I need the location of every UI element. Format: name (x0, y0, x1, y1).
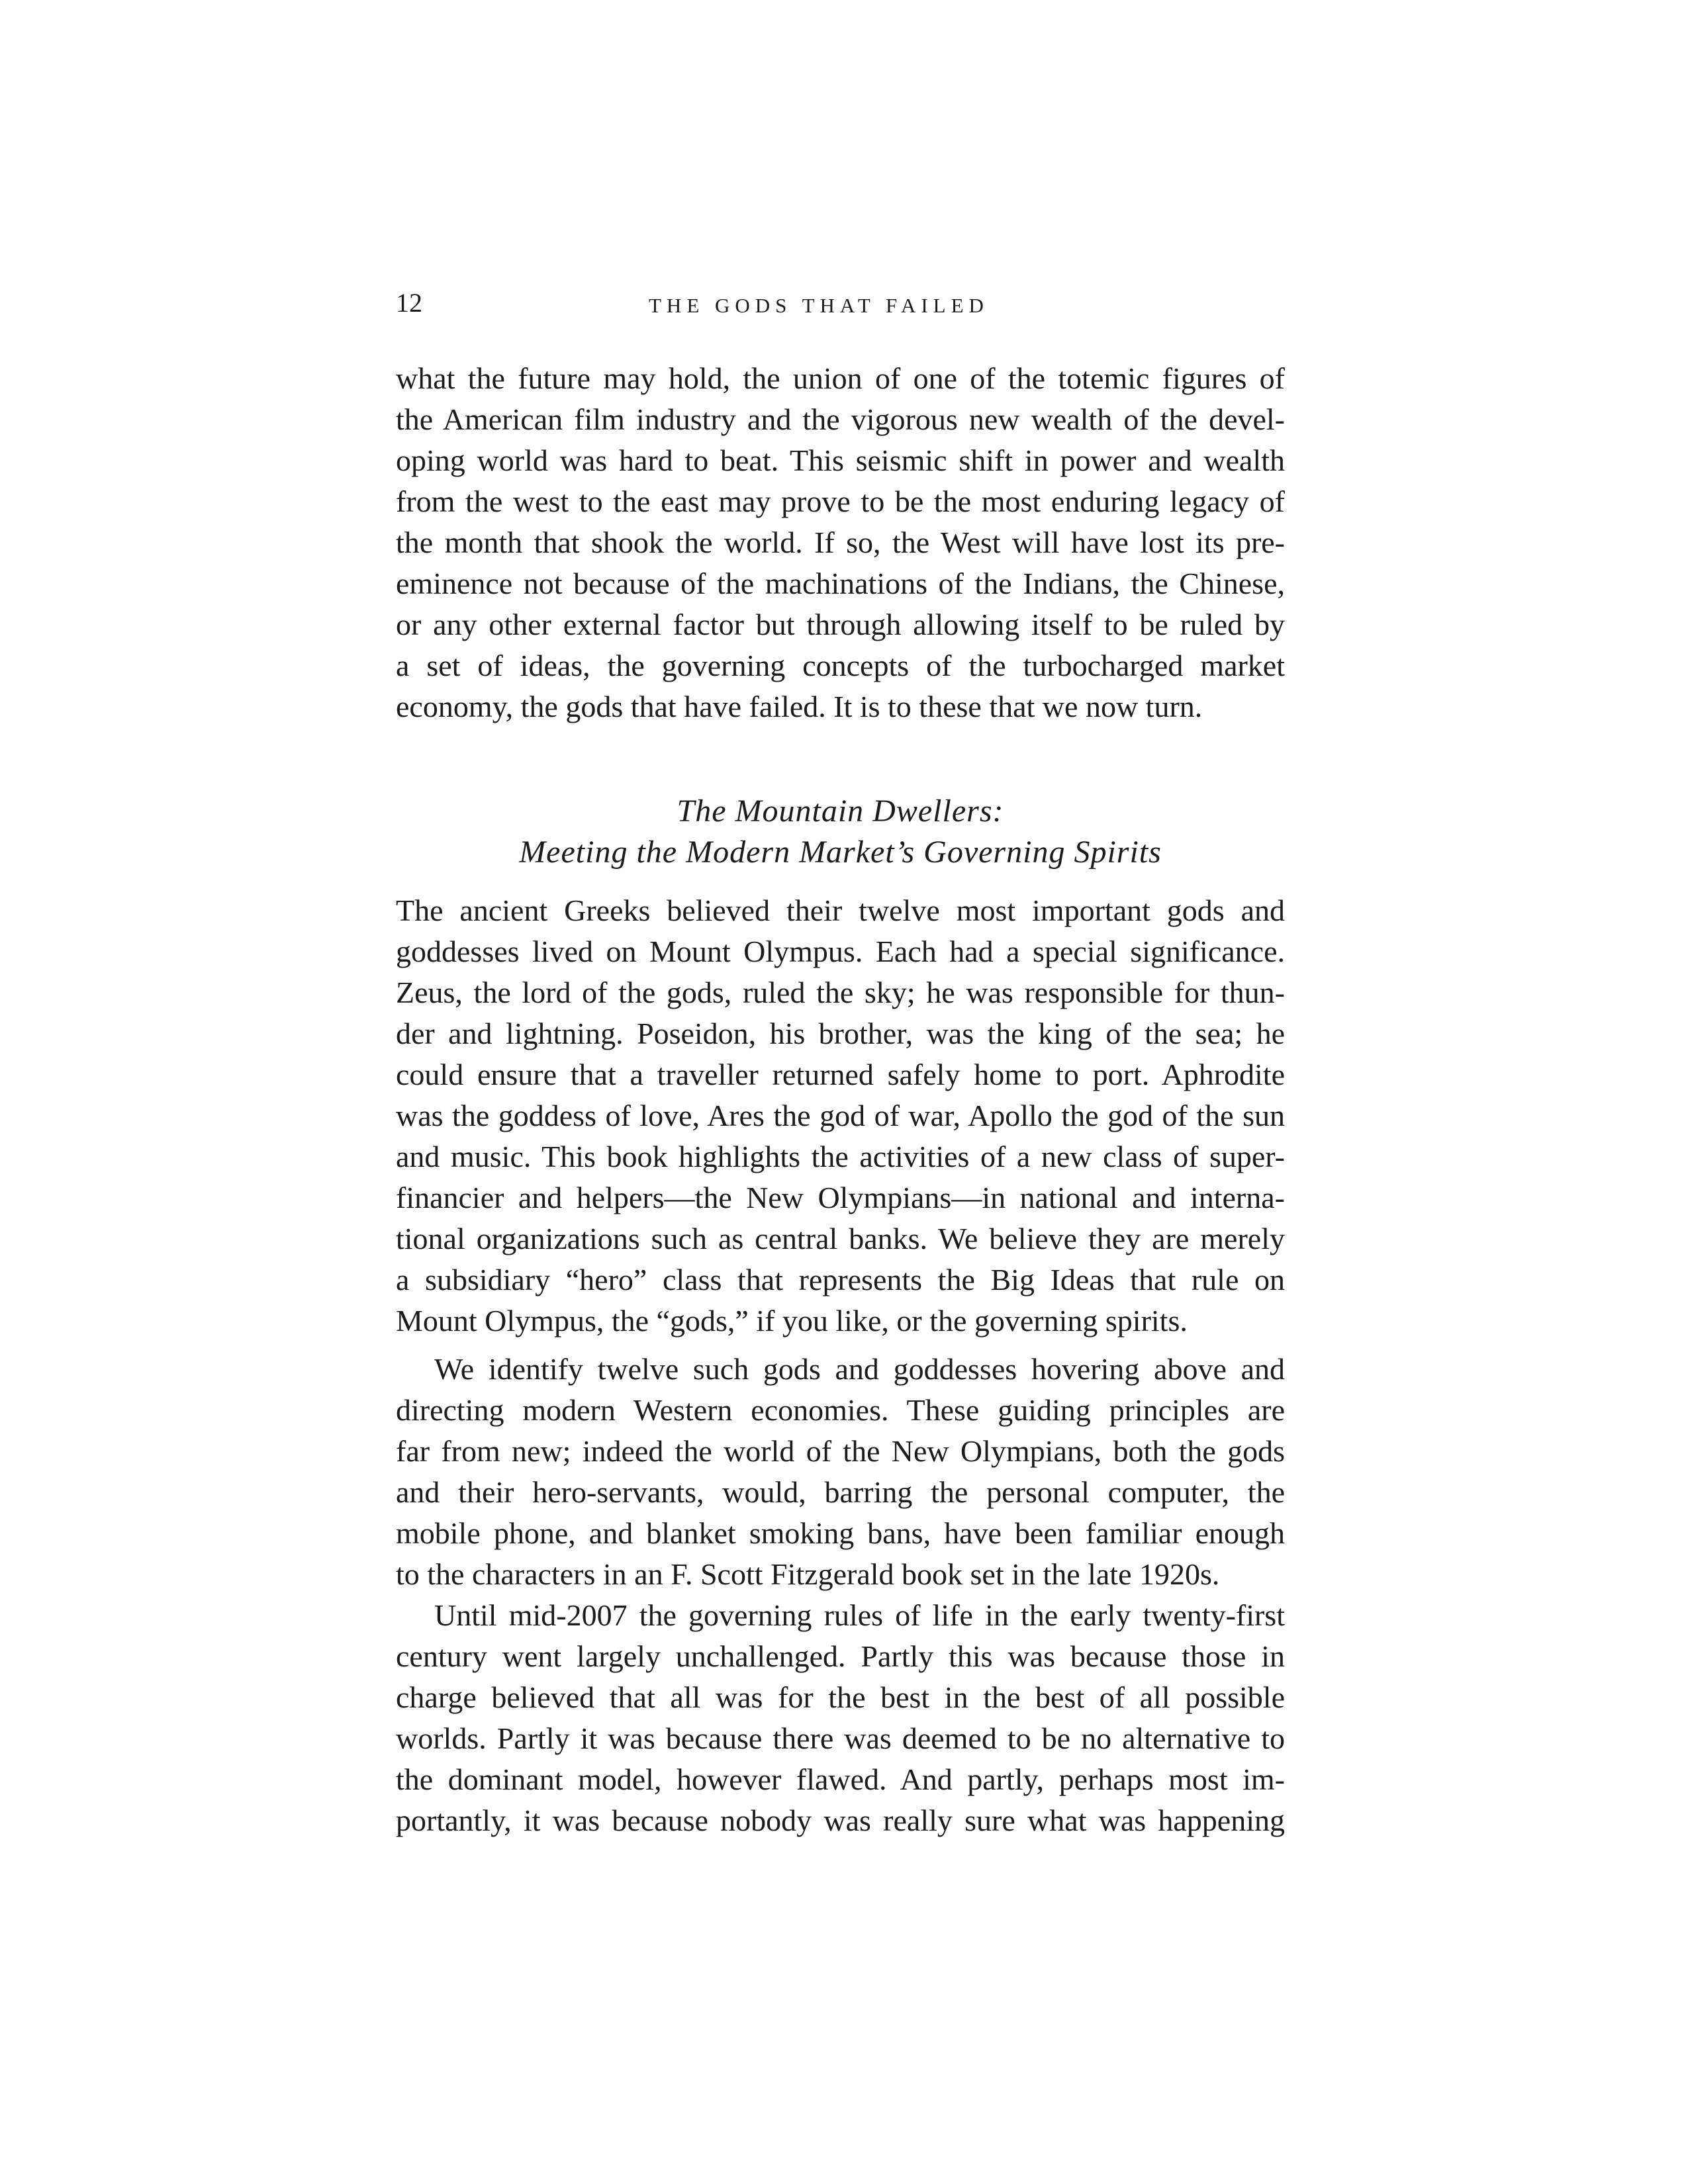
section-heading (396, 791, 1285, 873)
text-line: economy, the gods that have failed. It is to these that we now turn. (396, 690, 1203, 723)
text-line: far from new; indeed the world of the New Olympians, both the gods (396, 1434, 1285, 1468)
text-line: was the goddess of love, Ares the god of war, Apollo the god of the sun (396, 1099, 1285, 1132)
text-line: a subsidiary “hero” class that represents the Big Ideas that rule on (396, 1263, 1285, 1297)
text-line: financier and helpers—the New Olympians—in national and interna- (396, 1181, 1285, 1214)
text-line: portantly, it was because nobody was really sure what was happening (396, 1803, 1285, 1837)
text-line: worlds. Partly it was because there was deemed to be no alternative to (396, 1721, 1285, 1755)
text-line: eminence not because of the machinations of the Indians, the Chinese, (396, 567, 1285, 600)
text-line: could ensure that a traveller returned safely home to port. Aphrodite (396, 1058, 1285, 1091)
text-line: century went largely unchallenged. Partly this was because those in (396, 1639, 1285, 1673)
text-line: Zeus, the lord of the gods, ruled the sky; he was responsible for thun- (396, 976, 1285, 1009)
text-line: goddesses lived on Mount Olympus. Each had a special significance. (396, 934, 1285, 968)
text-line: from the west to the east may prove to be the most enduring legacy of (396, 484, 1285, 518)
page-number: 12 (396, 288, 422, 318)
text-line: and music. This book highlights the activities of a new class of super- (396, 1140, 1285, 1173)
text-line: the month that shook the world. If so, the West will have lost its pre- (396, 525, 1285, 559)
text-line: Until mid-2007 the governing rules of life in the early twenty-first (434, 1598, 1285, 1632)
text-line: The ancient Greeks believed their twelve most important gods and (396, 893, 1285, 927)
paragraph-1 (396, 358, 1285, 727)
paragraph-3 (396, 1349, 1285, 1595)
text-line: to the characters in an F. Scott Fitzgerald book set in the late 1920s. (396, 1557, 1220, 1591)
text-line: or any other external factor but through allowing itself to be ruled by (396, 608, 1285, 641)
section-heading-line-2: Meeting the Modern Market’s Governing Spirits (519, 835, 1162, 870)
paragraph-4 (396, 1595, 1285, 1841)
text-line: oping world was hard to beat. This seismic shift in power and wealth (396, 443, 1285, 477)
running-head: THE GODS THAT FAILED (649, 294, 989, 317)
text-line: tional organizations such as central banks. We believe they are merely (396, 1222, 1285, 1255)
text-line: charge believed that all was for the best in the best of all possible (396, 1680, 1285, 1714)
text-line: der and lightning. Poseidon, his brother, was the king of the sea; he (396, 1017, 1285, 1050)
text-line: and their hero-servants, would, barring the personal computer, the (396, 1475, 1285, 1509)
text-line: the dominant model, however flawed. And partly, perhaps most im- (396, 1762, 1285, 1796)
text-line: mobile phone, and blanket smoking bans, have been familiar enough (396, 1516, 1285, 1550)
text-line: We identify twelve such gods and goddesses hovering above and (434, 1352, 1285, 1386)
text-line: a set of ideas, the governing concepts of the turbocharged market (396, 649, 1285, 682)
text-line: directing modern Western economies. These guiding principles are (396, 1393, 1285, 1427)
text-line: what the future may hold, the union of one of the totemic figures of (396, 361, 1285, 395)
section-heading-line-1: The Mountain Dwellers: (677, 794, 1004, 829)
text-line: the American film industry and the vigorous new wealth of the devel- (396, 402, 1285, 436)
text-line: Mount Olympus, the “gods,” if you like, or the governing spirits. (396, 1304, 1188, 1338)
paragraph-2 (396, 890, 1285, 1342)
